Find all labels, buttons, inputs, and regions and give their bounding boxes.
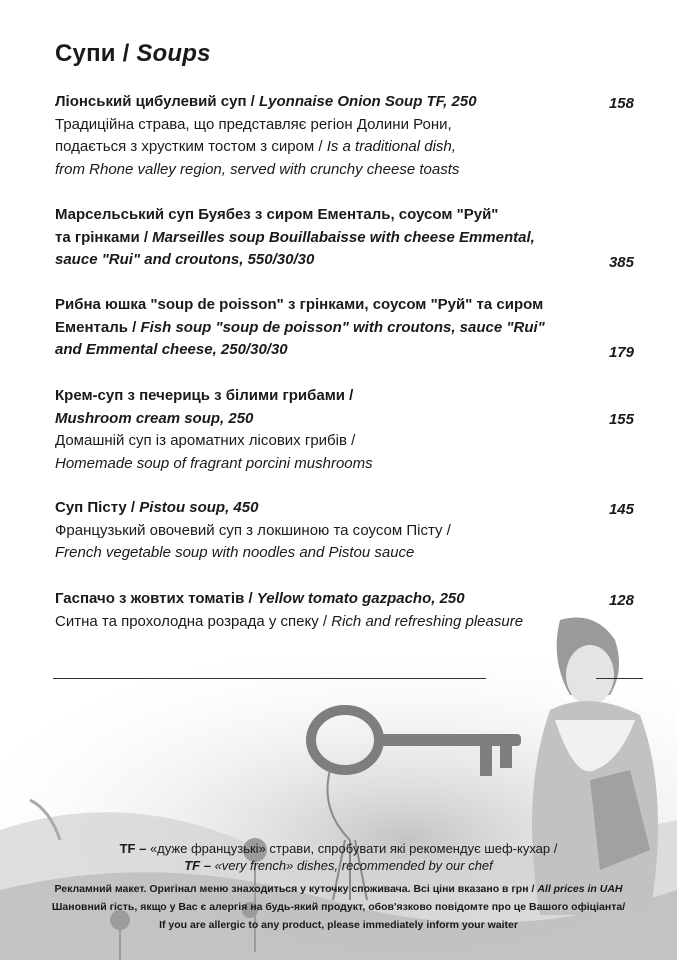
section-title xyxy=(55,40,211,68)
item-desc-en: French vegetable soup with noodles and Pistou sauce xyxy=(55,544,415,561)
item-name-en: Mushroom cream soup, 250 xyxy=(55,409,254,427)
item-desc-en: Homemade soup of fragrant porcini mushrooms xyxy=(55,454,373,472)
item-desc-en-1: Is a traditional dish, xyxy=(326,138,456,155)
tf-text-en: «very french» dishes, recommended by our chef xyxy=(210,858,493,873)
item-name-ua: Ліонський цибулевий суп / xyxy=(55,93,260,110)
item-name-en: Fish soup "soup de poisson" with croutons, sauce "Rui" xyxy=(140,318,545,336)
item-name-ua: Крем-суп з печериць з білими грибами / xyxy=(55,387,354,404)
note-prices-ua: Рекламний макет. Оригінал меню знаходиться у куточку споживача. Всі ціни вказано в грн / xyxy=(54,883,538,895)
item-price: 385 xyxy=(608,254,634,271)
divider-line xyxy=(53,678,486,679)
note-allergy-ua: Шановний гість, якщо у Вас є алергія на будь-який продукт, обов'язково повідомте про це Вашого офіціанта/ xyxy=(51,901,626,913)
tf-text-ua: «дуже французькі» страви, спробувати які рекомендує шеф-кухар / xyxy=(146,841,558,856)
divider-line-short xyxy=(596,678,643,679)
item-name-ua: Суп Пісту / xyxy=(55,499,140,516)
item-name-en-2: sauce "Rui" and croutons, 550/30/30 xyxy=(55,251,315,268)
title-ua: Супи / xyxy=(55,40,137,67)
item-desc-ua: Традиційна страва, що представляє регіон Долини Рони, xyxy=(55,115,452,133)
item-desc-en: from Rhone valley region, served with crunchy cheese toasts xyxy=(55,160,460,178)
item-name-en: Lyonnaise Onion Soup TF, 250 xyxy=(259,93,477,110)
item-price: 158 xyxy=(608,95,634,112)
menu-item-fish-soup xyxy=(55,294,595,362)
menu-item-bouillabaisse xyxy=(55,204,595,272)
item-name-ua-2: Ементаль / xyxy=(55,318,141,336)
menu-item-pistou-soup xyxy=(55,497,595,565)
item-price: 155 xyxy=(608,411,634,428)
item-desc-ua: Французький овочевий суп з локшиною та соусом Пісту / xyxy=(55,521,451,539)
item-price: 128 xyxy=(608,592,634,609)
note-allergy-en: If you are allergic to any product, please immediately inform your waiter xyxy=(159,919,518,931)
title-en: Soups xyxy=(136,40,211,67)
item-name-en: Pistou soup, 450 xyxy=(139,499,259,516)
tf-label-ua: TF – xyxy=(119,841,147,856)
tf-note xyxy=(0,840,677,874)
item-name-en: Yellow tomato gazpacho, 250 xyxy=(256,590,465,607)
item-name-ua: Гаспачо з жовтих томатів / xyxy=(55,590,257,607)
item-name-en: Marseilles soup Bouillabaisse with cheese Emmental, xyxy=(152,228,535,246)
legal-notes xyxy=(0,880,677,934)
item-desc-ua: Ситна та прохолодна розрада у спеку / xyxy=(55,612,332,630)
menu-item-mushroom-soup xyxy=(55,385,595,475)
menu-item-gazpacho xyxy=(55,588,595,633)
item-price: 145 xyxy=(608,501,634,518)
note-prices-en: All prices in UAH xyxy=(537,883,623,895)
item-name-ua: Марсельський суп Буябез з сиром Ементаль, соусом "Руй" xyxy=(55,206,499,223)
item-name-ua: Рибна юшка "soup de poisson" з грінками, соусом "Руй" та сиром xyxy=(55,296,544,313)
menu-item-onion-soup xyxy=(55,91,595,181)
item-price: 179 xyxy=(608,344,634,361)
item-desc-ua: Домашній суп із ароматних лісових грибів / xyxy=(55,432,356,449)
item-name-en-2: and Emmental cheese, 250/30/30 xyxy=(55,341,288,358)
tf-label-en: TF – xyxy=(184,858,211,873)
item-desc-en: Rich and refreshing pleasure xyxy=(331,612,524,630)
item-desc-ua-2: подається з хрустким тостом з сиром / xyxy=(55,138,327,155)
item-name-ua-2: та грінками / xyxy=(55,228,153,246)
